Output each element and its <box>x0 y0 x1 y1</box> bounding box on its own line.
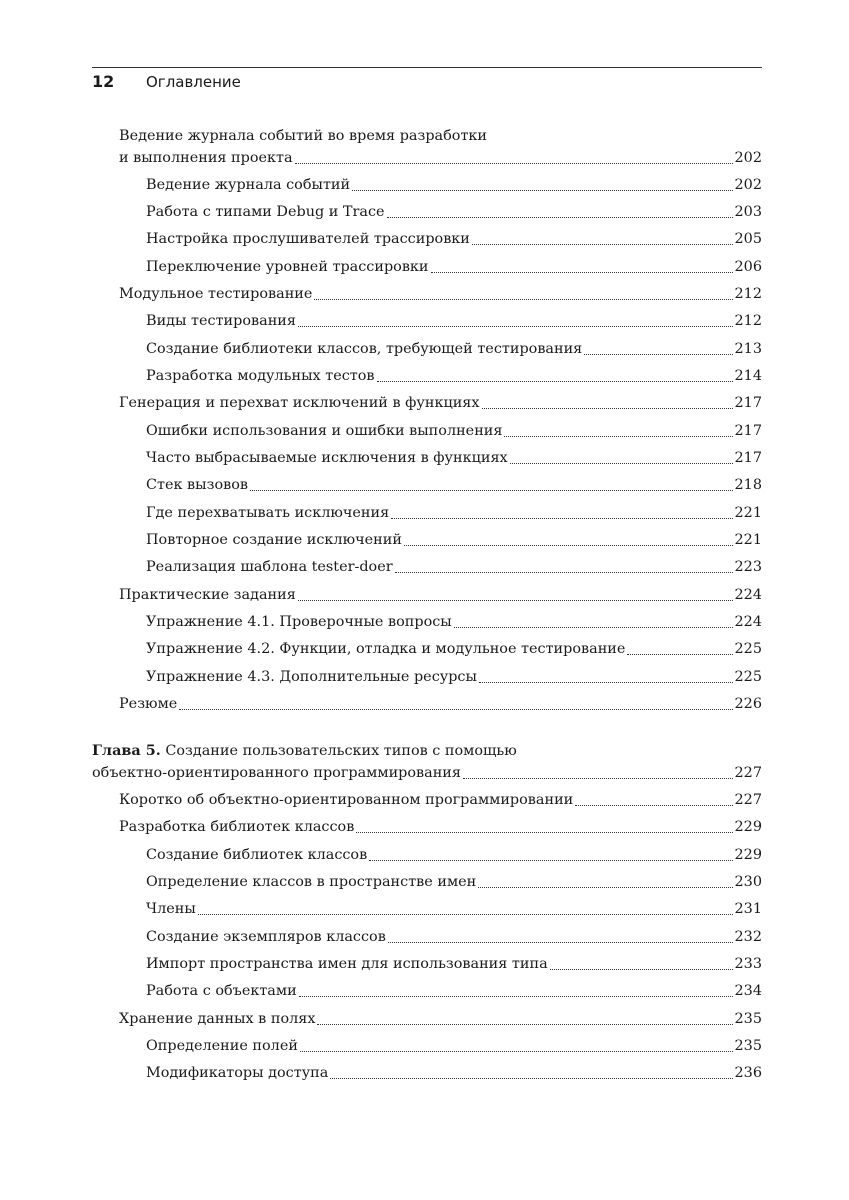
dot-leader <box>431 272 733 273</box>
dot-leader <box>369 860 732 861</box>
chapter-label: Глава 5. <box>92 742 161 759</box>
dot-leader <box>298 600 733 601</box>
dot-leader <box>550 969 733 970</box>
toc-entry <box>146 898 762 920</box>
toc-entry-text: Упражнение 4.3. Дополнительные ресурсы <box>146 669 477 685</box>
toc-entry-text: Виды тестирования <box>146 313 296 329</box>
toc-entry-text: Где перехватывать исключения <box>146 505 390 521</box>
toc-entry-text: Ведение журнала событий <box>146 177 351 193</box>
dot-leader <box>510 463 733 464</box>
toc-page-number: 226 <box>734 696 762 712</box>
toc-entry-text: Реализация шаблона tester-doer <box>146 559 393 575</box>
toc-entry <box>146 447 762 469</box>
toc-entry-text: Определение полей <box>146 1038 298 1054</box>
dot-leader <box>478 887 732 888</box>
toc-page-number: 229 <box>734 847 762 863</box>
chapter-title-line1: Создание пользовательских типов с помощью <box>165 743 517 759</box>
toc-page-number: 202 <box>734 177 762 193</box>
toc-page-number: 221 <box>734 505 762 521</box>
toc-page-number: 227 <box>734 792 762 808</box>
toc-page-number: 217 <box>734 423 762 439</box>
toc-page-number: 217 <box>734 395 762 411</box>
toc-entry-text: Стек вызовов <box>146 477 248 493</box>
toc-entry-text: Модульное тестирование <box>119 286 313 302</box>
toc-page-number: 224 <box>734 587 762 603</box>
toc-entry-text: Практические задания <box>119 587 296 603</box>
toc-entry-text: Часто выбрасываемые исключения в функциях <box>146 450 508 466</box>
toc-entry-text: Настройка прослушивателей трассировки <box>146 231 470 247</box>
toc-entry-text: Создание библиотек классов <box>146 847 368 863</box>
toc-entry <box>146 638 762 660</box>
dot-leader <box>482 408 733 409</box>
toc-entry <box>146 365 762 387</box>
toc-page-number: 233 <box>734 956 762 972</box>
toc-page-number: 217 <box>734 450 762 466</box>
toc-entry <box>146 980 762 1002</box>
toc-entry <box>119 816 762 838</box>
toc-entry <box>119 693 762 715</box>
dot-leader <box>295 163 733 164</box>
toc-entry <box>146 844 762 866</box>
toc-entry <box>119 392 762 414</box>
chapter-heading-line2 <box>92 762 762 784</box>
toc-entry <box>146 502 762 524</box>
toc-entry <box>146 201 762 223</box>
dot-leader <box>300 1051 733 1052</box>
dot-leader <box>504 436 732 437</box>
toc-entry-text: Коротко об объектно-ориентированном программировании <box>119 792 574 808</box>
toc-page-number: 205 <box>734 231 762 247</box>
toc-entry-text: Хранение данных в полях <box>119 1011 316 1027</box>
toc-page-number: 225 <box>734 641 762 657</box>
toc-entry-text: Разработка модульных тестов <box>146 368 375 384</box>
toc-entry <box>146 420 762 442</box>
toc-entry <box>146 1035 762 1057</box>
toc-entry-text: Создание экземпляров классов <box>146 929 386 945</box>
dot-leader <box>575 805 732 806</box>
dot-leader <box>250 490 733 491</box>
toc-entry-text: Упражнение 4.1. Проверочные вопросы <box>146 614 452 630</box>
dot-leader <box>388 942 733 943</box>
toc-page-number: 203 <box>734 204 762 220</box>
page-number: 12 <box>92 72 115 91</box>
dot-leader <box>198 914 733 915</box>
toc-entry-text: Импорт пространства имен для использования типа <box>146 956 548 972</box>
toc-entry <box>146 338 762 360</box>
toc-page-number: 206 <box>734 259 762 275</box>
toc-page-number: 230 <box>734 874 762 890</box>
dot-leader <box>391 518 732 519</box>
toc-entry <box>146 611 762 633</box>
toc-entry <box>146 926 762 948</box>
toc-entry <box>146 871 762 893</box>
toc-page-number: 218 <box>734 477 762 493</box>
toc-page-number: 227 <box>734 765 762 781</box>
running-title: Оглавление <box>146 73 241 91</box>
toc-page-number: 214 <box>734 368 762 384</box>
toc-entry-text: Определение классов в пространстве имен <box>146 874 477 890</box>
dot-leader <box>314 299 732 300</box>
dot-leader <box>356 832 732 833</box>
toc-page-number: 234 <box>734 983 762 999</box>
toc-entry <box>119 584 762 606</box>
toc-entry <box>146 529 762 551</box>
dot-leader <box>395 572 733 573</box>
toc-entry <box>146 1062 762 1084</box>
toc-entry-text: Создание библиотеки классов, требующей тестирования <box>146 341 583 357</box>
toc-entry-text: Работа с объектами <box>146 983 297 999</box>
toc-entry-text: Ведение журнала событий во время разработки <box>119 128 488 144</box>
toc-entry <box>146 174 762 196</box>
toc-entry <box>119 147 762 169</box>
toc-entry <box>146 256 762 278</box>
toc-entry <box>119 1008 762 1030</box>
toc-entry <box>146 310 762 332</box>
toc-entry-text: Работа с типами Debug и Trace <box>146 204 385 220</box>
dot-leader <box>317 1024 732 1025</box>
toc-entry-text: Ошибки использования и ошибки выполнения <box>146 423 503 439</box>
toc-page-number: 225 <box>734 669 762 685</box>
toc-entry <box>146 953 762 975</box>
dot-leader <box>404 545 733 546</box>
toc-page-number: 202 <box>734 150 762 166</box>
dot-leader <box>330 1078 732 1079</box>
toc-entry <box>146 474 762 496</box>
dot-leader <box>179 709 732 710</box>
dot-leader <box>463 778 733 779</box>
toc-entry-text: Члены <box>146 901 196 917</box>
toc-entry-text: Резюме <box>119 696 178 712</box>
toc-entry-text: Повторное создание исключений <box>146 532 402 548</box>
chapter-heading <box>92 740 762 762</box>
toc-page-number: 213 <box>734 341 762 357</box>
toc-entry <box>119 125 762 147</box>
dot-leader <box>472 244 733 245</box>
toc-entry <box>119 789 762 811</box>
toc-entry <box>119 283 762 305</box>
toc-entry-text: Упражнение 4.2. Функции, отладка и модульное тестирование <box>146 641 626 657</box>
toc-page-number: 236 <box>734 1065 762 1081</box>
dot-leader <box>377 381 733 382</box>
dot-leader <box>387 217 733 218</box>
toc-page-number: 224 <box>734 614 762 630</box>
toc-page-number: 212 <box>734 313 762 329</box>
toc-page-number: 235 <box>734 1038 762 1054</box>
toc-entry-text: Генерация и перехват исключений в функциях <box>119 395 480 411</box>
toc-entry-text: Переключение уровней трассировки <box>146 259 429 275</box>
dot-leader <box>454 627 733 628</box>
toc-entry-text: и выполнения проекта <box>119 150 293 166</box>
toc-entry-text: Разработка библиотек классов <box>119 819 355 835</box>
dot-leader <box>352 190 732 191</box>
toc-page-number: 232 <box>734 929 762 945</box>
toc-entry <box>146 556 762 578</box>
dot-leader <box>479 682 733 683</box>
toc-page-number: 223 <box>734 559 762 575</box>
toc-page-number: 229 <box>734 819 762 835</box>
dot-leader <box>627 654 732 655</box>
toc-page-number: 235 <box>734 1011 762 1027</box>
toc-entry-text: Модификаторы доступа <box>146 1065 329 1081</box>
toc-page-number: 231 <box>734 901 762 917</box>
toc-page-number: 221 <box>734 532 762 548</box>
dot-leader <box>298 326 733 327</box>
toc-entry <box>146 666 762 688</box>
chapter-title-line2: объектно-ориентированного программирования <box>92 765 461 781</box>
toc-entry <box>146 228 762 250</box>
dot-leader <box>299 996 733 997</box>
toc-page-number: 212 <box>734 286 762 302</box>
dot-leader <box>584 354 732 355</box>
